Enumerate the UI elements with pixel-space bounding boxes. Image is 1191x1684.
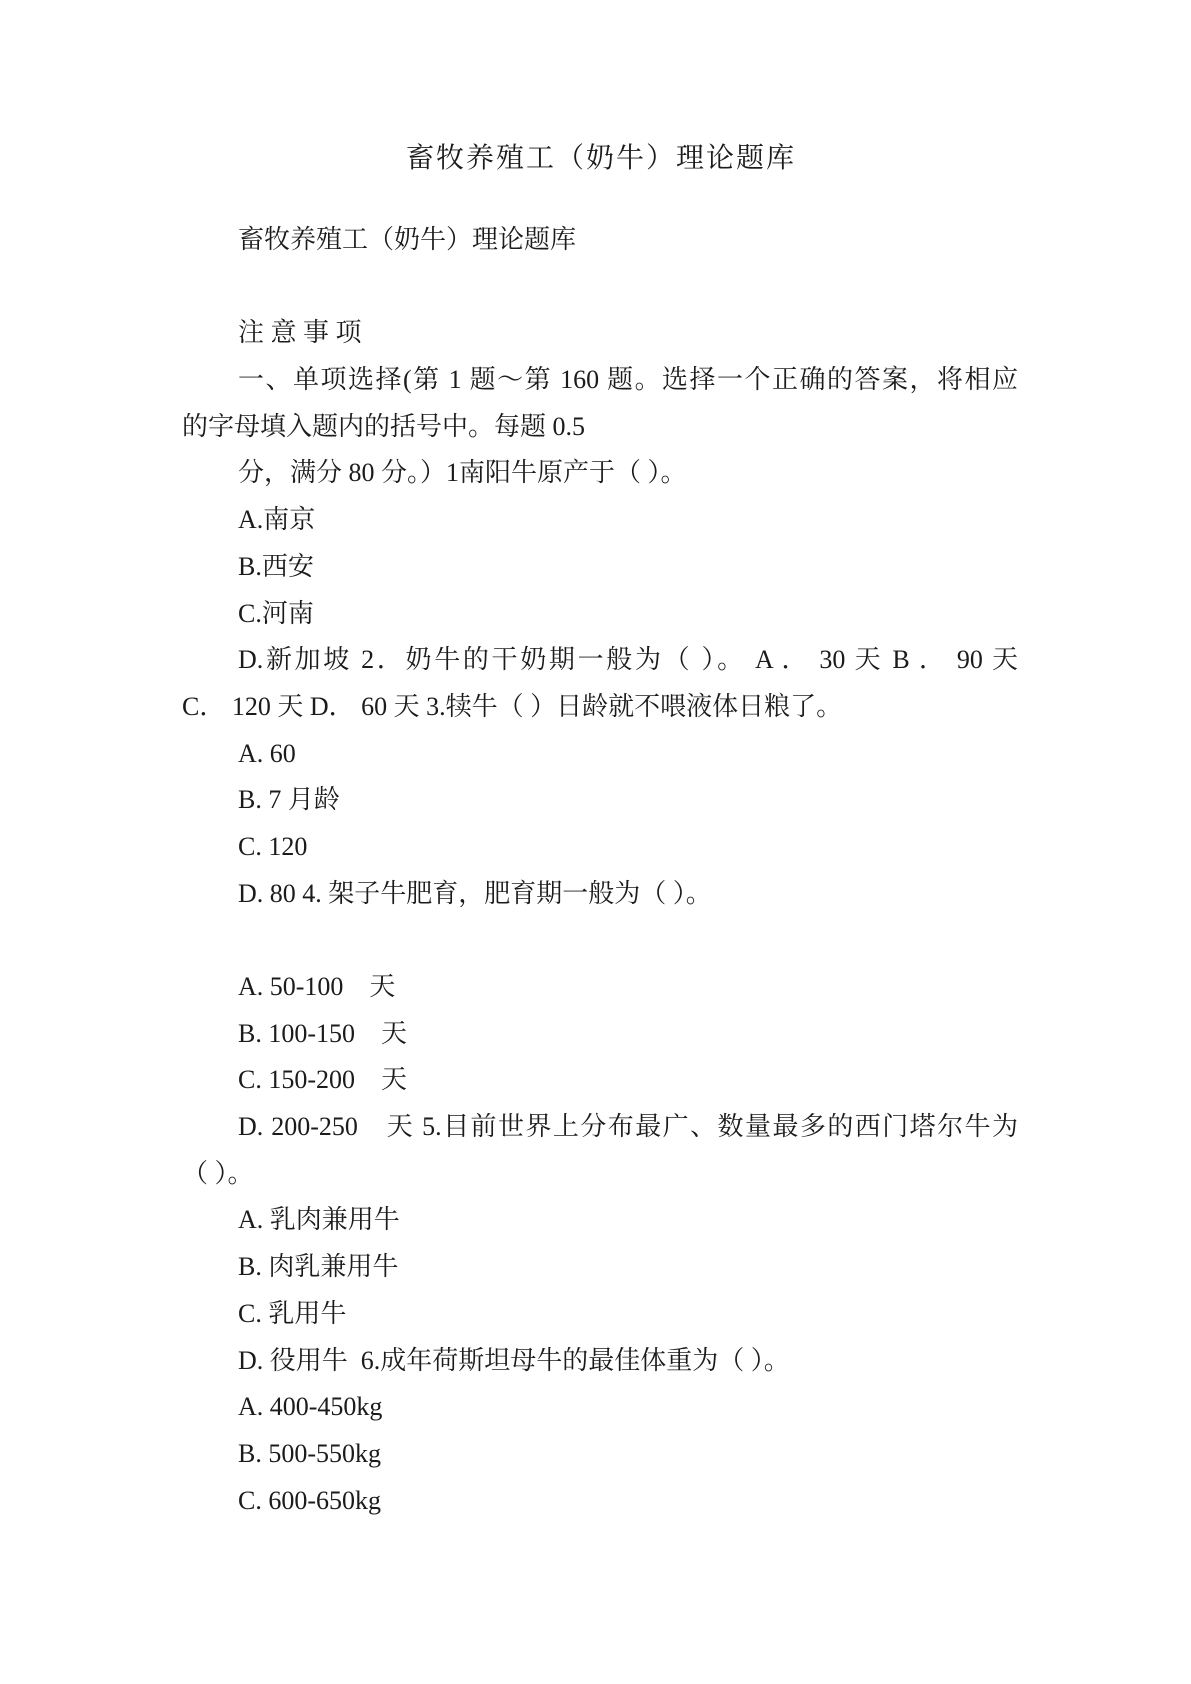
question-3-option-a: A. 60	[238, 738, 296, 768]
question-1-option-a: A.南京	[238, 505, 316, 535]
question-6-option-b: B. 500-550kg	[238, 1438, 381, 1468]
question-5-option-c: C. 乳用牛	[238, 1298, 347, 1328]
section-instruction-line-1: 一、单项选择(第 1 题～第 160 题。选择一个正确的答案，将相应	[238, 365, 1018, 395]
question-1-option-d-question-2-line: D.新加坡 2．奶牛的干奶期一般为（ ）。 A ． 30 天 B ． 90 天	[238, 645, 1018, 675]
instruction-end-question-1-line: 分，满分 80 分。）1南阳牛原产于（ ）。	[238, 458, 687, 488]
question-3-option-c: C. 120	[238, 831, 308, 861]
question-3-option-d-question-4-line: D. 80 4. 架子牛肥育，肥育期一般为（ ）。	[238, 878, 712, 908]
blank-line	[0, 917, 1191, 964]
document-body	[0, 217, 1191, 1524]
question-5-option-a: A. 乳肉兼用牛	[238, 1205, 400, 1235]
question-4-option-b: B. 100-150 天	[238, 1018, 408, 1048]
blank-line	[0, 264, 1191, 311]
question-5-option-b: B. 肉乳兼用牛	[238, 1252, 399, 1282]
question-4-option-a: A. 50-100 天	[238, 972, 396, 1001]
document-subtitle: 畜牧养殖工（奶牛）理论题库	[238, 225, 577, 254]
question-3-option-b: B. 7 月龄	[238, 785, 340, 815]
question-4-option-c: C. 150-200 天	[238, 1065, 408, 1095]
question-6-option-a: A. 400-450kg	[238, 1392, 383, 1422]
page-title: 畜牧养殖工（奶牛）理论题库	[405, 143, 796, 174]
notice-heading: 注 意 事 项	[238, 318, 362, 348]
question-1-option-c: C.河南	[238, 598, 314, 628]
section-instruction-line-2: 的字母填入题内的括号中。每题 0.5	[182, 411, 586, 441]
question-2-options-question-3-line: C． 120 天 D． 60 天 3.犊牛（ ）日龄就不喂液体日粮了。	[182, 691, 843, 721]
question-1-option-b: B.西安	[238, 551, 314, 581]
question-6-option-c: C. 600-650kg	[238, 1485, 381, 1515]
question-5-option-d-question-6-line: D. 役用牛 6.成年荷斯坦母牛的最佳体重为（ ）。	[238, 1345, 790, 1375]
question-4-option-d-question-5-line: D. 200-250 天 5.目前世界上分布最广、数量最多的西门塔尔牛为	[238, 1112, 1018, 1142]
question-5-stem-end: （ ）。	[182, 1158, 254, 1188]
